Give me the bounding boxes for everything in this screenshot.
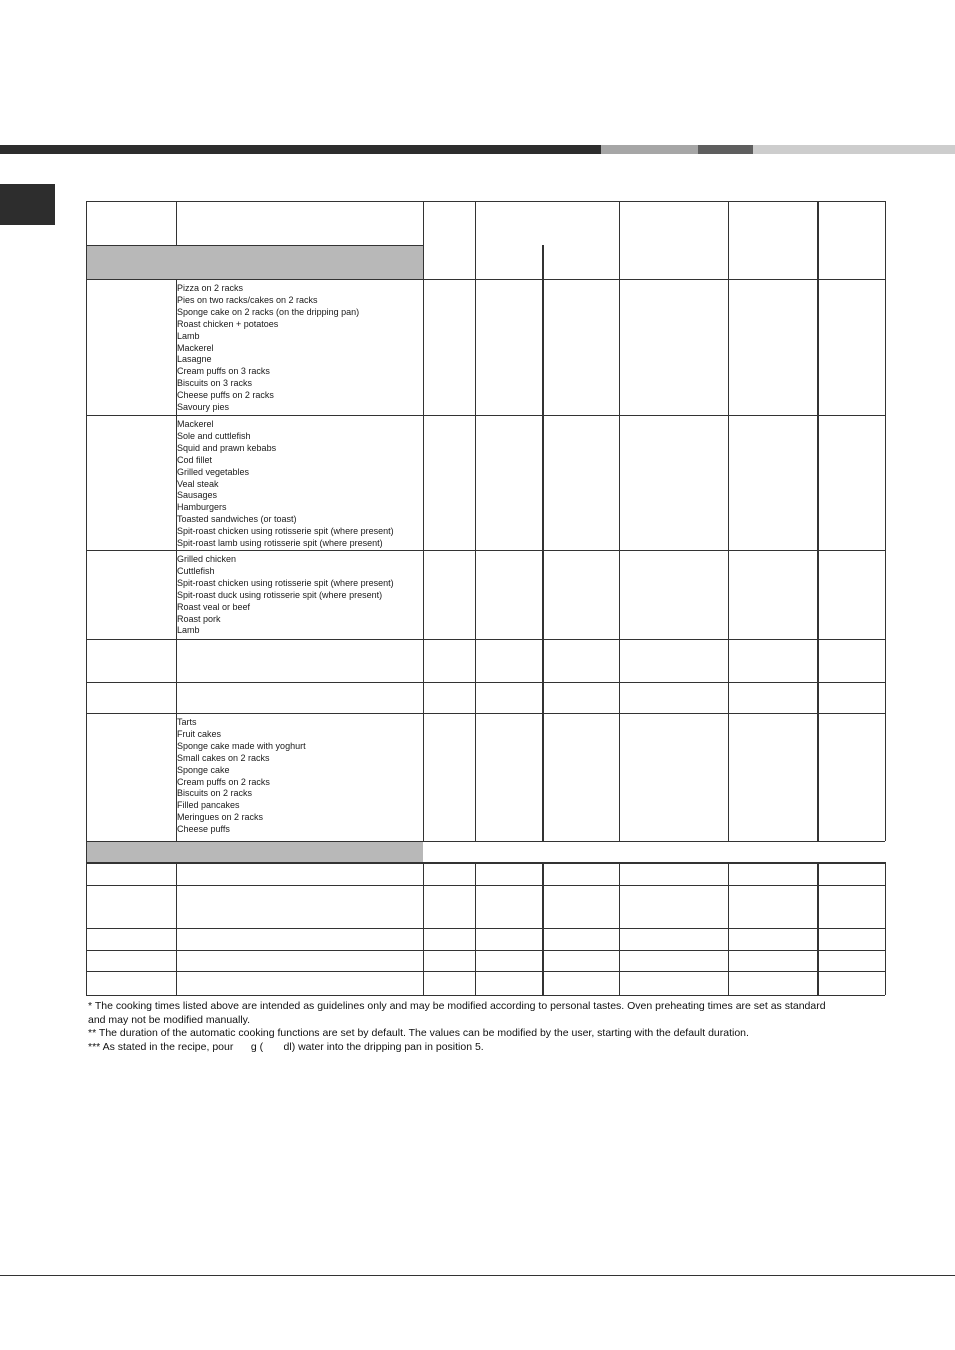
food-item: Pizza on 2 racks	[177, 283, 244, 293]
food-item: Spit-roast lamb using rotisserie spit (where present)	[177, 538, 383, 549]
food-item: Grilled chicken	[177, 554, 237, 564]
food-item: Cuttlefish	[177, 565, 215, 576]
footnote-3: *** As stated in the recipe, pour g ( dl) water into the dripping pan in position 5.	[88, 1041, 484, 1053]
food-item: Spit-roast chicken using rotisserie spit (where present)	[177, 577, 394, 588]
footnote-2: ** The duration of the automatic cooking functions are set by default. The values can be modified by the user, starting with the default duration.	[88, 1027, 749, 1039]
food-item: Fruit cakes	[177, 728, 222, 739]
food-item: Mackerel	[177, 342, 214, 353]
food-item: Grilled vegetables	[177, 466, 250, 477]
food-item: Sausages	[177, 490, 218, 501]
group4-food-list	[177, 717, 422, 836]
food-item: Tarts	[177, 717, 197, 727]
food-item: Cheese puffs	[177, 824, 230, 835]
food-item: Roast chicken + potatoes	[177, 318, 279, 329]
table-section-header-shaded-2	[87, 842, 423, 862]
food-item: Spit-roast chicken using rotisserie spit (where present)	[177, 526, 394, 537]
food-item: Hamburgers	[177, 502, 227, 513]
table-section-header-shaded	[87, 246, 423, 279]
header-bar-dark	[0, 145, 601, 154]
food-item: Small cakes on 2 racks	[177, 752, 270, 763]
food-item: Mackerel	[177, 419, 214, 429]
food-item: Cheese puffs on 2 racks	[177, 390, 274, 401]
food-item: Lamb	[177, 330, 200, 341]
group2-food-list	[177, 419, 422, 550]
header-bar-mid-gray	[698, 145, 753, 154]
food-item: Toasted sandwiches (or toast)	[177, 514, 297, 525]
food-item: Biscuits on 2 racks	[177, 788, 253, 799]
food-item: Filled pancakes	[177, 800, 240, 811]
food-item: Spit-roast duck using rotisserie spit (where present)	[177, 589, 383, 600]
food-item: Roast veal or beef	[177, 601, 251, 612]
group1-food-list	[177, 283, 422, 414]
food-item: Savoury pies	[177, 402, 230, 413]
food-item: Meringues on 2 racks	[177, 812, 264, 823]
food-item: Lamb	[177, 625, 200, 636]
footnote-1	[88, 1000, 878, 1027]
bottom-divider	[0, 1275, 955, 1276]
food-item: Lasagne	[177, 354, 212, 365]
food-item: Roast pork	[177, 613, 221, 624]
food-item: Sole and cuttlefish	[177, 430, 251, 441]
food-item: Sponge cake on 2 racks (on the dripping pan)	[177, 306, 360, 317]
food-item: Pies on two racks/cakes on 2 racks	[177, 294, 318, 305]
header-bar-light-gray	[601, 145, 698, 154]
food-item: Biscuits on 3 racks	[177, 378, 253, 389]
food-item: Sponge cake made with yoghurt	[177, 740, 306, 751]
footnote-1-line-2: and may not be modified manually.	[88, 1013, 251, 1026]
food-item: Veal steak	[177, 478, 219, 489]
food-item: Cream puffs on 2 racks	[177, 776, 270, 787]
footnote-1-line-1: * The cooking times listed above are intended as guidelines only and may be modified according to personal tastes. Oven preheating times are set as standard	[88, 1000, 826, 1012]
header-bar-pale-gray	[753, 145, 955, 154]
food-item: Cream puffs on 3 racks	[177, 366, 270, 377]
language-tab-block	[0, 184, 55, 225]
food-item: Sponge cake	[177, 764, 230, 775]
food-item: Squid and prawn kebabs	[177, 442, 277, 453]
group3-food-list	[177, 554, 422, 637]
food-item: Cod fillet	[177, 454, 213, 465]
